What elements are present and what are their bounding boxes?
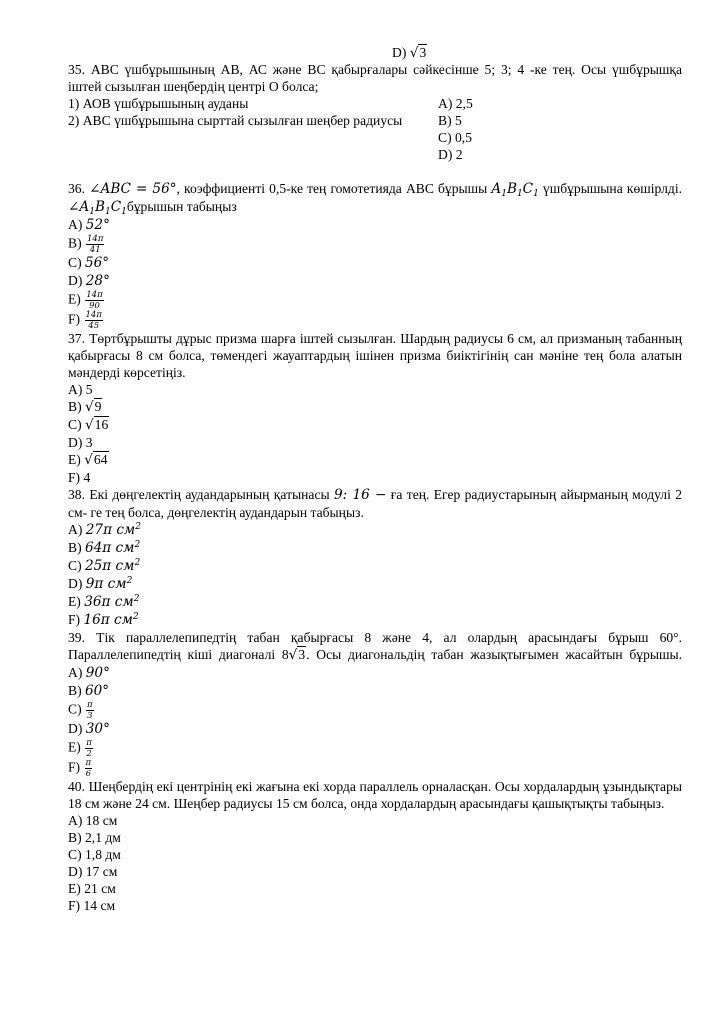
text: үшбұрышына көшірлді. [538,181,682,196]
question-36-option-a [68,216,682,234]
angle-a1b1c1: $\angle A_1B_1C_1$ [68,199,127,217]
option-label: C) [68,417,82,432]
option-value: 64π см [85,540,135,556]
option-label: D) [68,435,83,450]
question-40-text: 40. Шеңбердің екі центрінің екі жағына екі хорда параллель орналасқан. Осы хордалардың ұзындықтары 18 см және 24 см. Шеңбер радиусы 15 см болса, онда хордалардың арасындағы қашықтықты табыңыз. [68,779,682,811]
radicand: 64 [93,452,108,467]
option-label: C) [68,701,82,717]
option-value: 9π см [85,576,127,592]
question-39-option-f [68,758,682,778]
triangle-a1b1c1: $A_1B_1C_1$ [491,181,539,199]
sqrt-expression: √9 [85,399,102,415]
option-label: B) [68,540,82,555]
question-39-line-1: 39. Тік параллелепипедтің табан қабырғасы 8 және 4, ал олардың арасындағы бұрыш 60°. [68,630,682,645]
question-38-option-d [68,575,682,593]
question-39-option-e [68,738,682,758]
question-36-line-2 [68,198,682,216]
question-38-option-f [68,611,682,629]
angle-expression: ∠ABC = 56° [89,181,177,197]
exponent: 2 [132,612,139,622]
radicand: 16 [94,417,109,432]
sqrt-expression: √3 [409,45,427,61]
option-value: 3 [85,435,93,450]
option-label: A) [68,382,83,397]
option-label: E) [68,594,81,609]
option-label: D) [68,576,83,591]
question-36-option-d [68,272,682,290]
exponent: 2 [126,576,133,586]
question-35-item-1: 1) АОВ үшбұрышының ауданы [68,96,249,111]
denominator: 2 [86,749,92,759]
option-label: D) [68,721,83,736]
sqrt-expression: √16 [85,417,109,433]
question-39-option-a [68,664,682,682]
numerator: π [86,738,92,748]
question-35-option-d: D) 2 [438,147,463,162]
option-value: 36π см [84,594,134,610]
exponent: 2 [134,540,141,550]
question-38-option-e [68,593,682,611]
question-35-text: 35. АВС үшбұрышының АВ, АС және ВС қабырғалары сәйкесінше 5; 3; 4 -ке тең. Осы үшбұрышқа іштей сызылған шеңбердің центрі О болса; [68,62,682,94]
prev-option-d [68,44,682,61]
sqrt-expression: √64 [84,452,108,468]
option-value: 90° [85,665,110,681]
question-36-option-e [68,290,682,310]
fraction [85,758,93,779]
option-label: E) [68,739,81,755]
ratio-expression: 9: 16 − [333,487,387,503]
denominator: 41 [89,245,101,255]
option-label: B) [68,235,82,251]
denominator: 6 [85,769,91,779]
option-label: C) [68,558,82,573]
option-value: 16π см [83,612,133,628]
question-38-option-a [68,521,682,539]
fraction [85,290,103,311]
question-38-option-c [68,557,682,575]
option-label: F) [68,470,81,485]
denominator: 45 [88,321,100,331]
question-39-line-2 [68,646,682,664]
option-value: 30° [85,721,110,737]
question-36-option-b [68,234,682,254]
question-39-option-d [68,720,682,738]
question-35-item-2: 2) АВС үшбұрышына сырттай сызылған шеңбер радиусы [68,113,403,128]
text: бұрышын табыңыз [126,199,237,214]
question-39-option-c [68,700,682,720]
option-value: 4 [83,470,91,485]
option-label: F) [68,612,81,627]
fraction [86,700,94,721]
option-label: D) [392,45,407,60]
option-value: 56° [85,255,110,271]
question-38-option-b [68,539,682,557]
numerator: π [85,758,92,768]
fraction [86,234,104,255]
question-39-option-b [68,682,682,700]
option-value: 52° [85,217,110,233]
fraction [85,738,93,759]
option-label: E) [68,291,81,307]
question-40-option-e: E) 21 см [68,881,116,896]
question-36-option-c [68,254,682,272]
denominator: 90 [89,301,100,311]
numerator: π [87,700,93,710]
question-38-text [68,486,682,521]
option-label: B) [68,683,82,698]
question-35-option-b: B) 5 [438,113,462,128]
option-label: F) [68,311,81,327]
question-36-option-f [68,310,682,330]
question-40-option-c: C) 1,8 дм [68,847,121,862]
option-label: C) [68,255,82,270]
question-37-option-a [68,381,682,398]
option-label: A) [68,522,83,537]
question-37-text: 37. Төртбұрышты дұрыс призма шарға іштей сызылған. Шардың радиусы 6 см, ал призманың табанның қабырғасы 8 см болса, төмендегі жауаптардың ішінен призма биіктігінің сан мәніне тең бола алатын мәндерді көрсетіңіз. [68,331,682,380]
option-value: 60° [85,683,110,699]
option-label: E) [68,452,81,467]
text: 36. [68,181,90,196]
text: 38. Екі дөңгелектің аудандарының қатынасы [68,487,334,502]
option-value: 5 [85,382,93,397]
question-35-row-1 [68,95,682,112]
radicand: 9 [94,399,102,414]
text: , коэффициенті 0,5-ке тең гомотетияда АВС бұрышы [176,181,492,196]
option-value: 25π см [85,558,135,574]
question-35-row-2 [68,112,682,129]
numerator: 14π [87,234,104,244]
option-label: A) [68,665,83,680]
question-35-option-c: C) 0,5 [438,130,472,145]
option-value: 28° [85,273,110,289]
question-40-option-a: A) 18 см [68,813,118,828]
exponent: 2 [133,594,140,604]
option-label: A) [68,217,83,232]
document-page [68,44,682,914]
question-40-option-f: F) 14 см [68,898,116,913]
question-37-option-e [68,451,682,469]
numerator: 14π [86,290,103,300]
question-40-option-b: B) 2,1 дм [68,830,121,845]
option-label: D) [68,273,83,288]
exponent: 2 [135,522,141,532]
numerator: 14π [85,310,102,320]
option-label: F) [68,759,81,775]
denominator: 3 [87,711,93,721]
option-label: B) [68,399,82,414]
question-37-option-c [68,416,682,434]
text: Параллелепипедтің кіші диагоналі 8 [68,647,289,662]
radicand: 3 [419,45,427,60]
question-37-option-b [68,398,682,416]
fraction [85,310,103,331]
question-35-option-a: A) 2,5 [438,96,473,111]
text: . Осы диагональдің табан жазықтығымен жасайтын бұрышы. [306,647,682,662]
radicand: 3 [298,647,306,662]
question-36-line-1 [68,180,682,198]
question-37-option-f [68,469,682,486]
question-40-option-d: D) 17 см [68,864,118,879]
exponent: 2 [134,558,141,568]
question-37-option-d [68,434,682,451]
option-value: 27π см [85,522,136,538]
sqrt-expression: √3 [288,647,306,663]
text: ға тең. Егер радиустарының айырманың модулі 2 см- ге тең болса, дөңгелектің аудандарын табыңыз. [68,487,683,520]
